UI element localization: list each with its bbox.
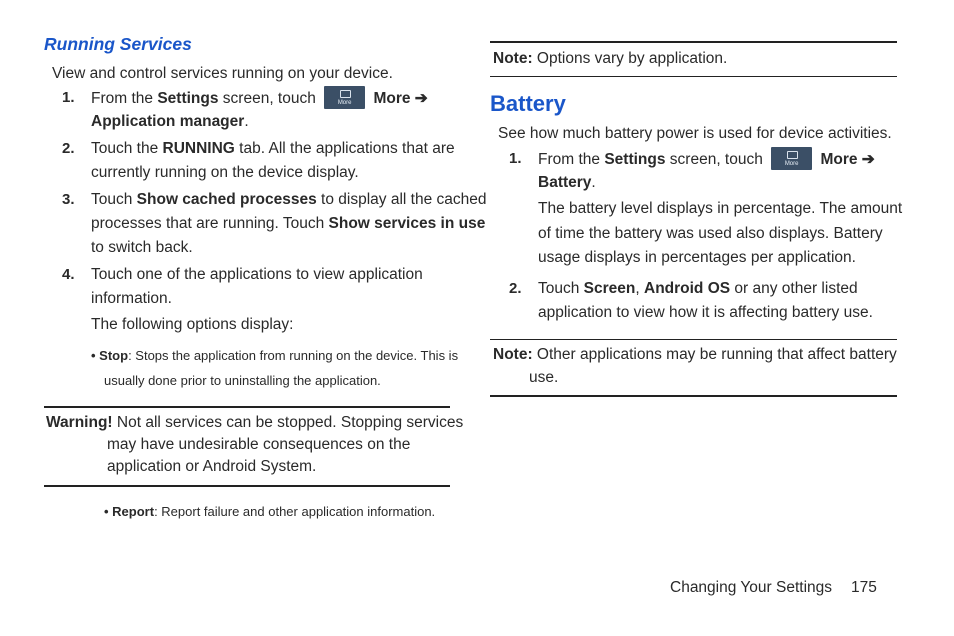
bullet: • [91,348,100,363]
footer-section-title: Changing Your Settings [670,579,833,596]
more-icon: More [771,147,812,170]
warning-line2: may have undesirable consequences on the [107,436,411,453]
settings-label: Settings [157,90,219,108]
step-3-line2: processes that are running. Touch Show services in use [91,215,486,232]
more-icon: More [324,86,365,109]
section-heading-battery: Battery [490,91,566,116]
note-label: Note: [493,346,533,363]
page-number: 175 [851,579,877,596]
battery-para-line3: usage displays in percentages per application. [538,249,856,266]
settings-label: Settings [604,151,666,169]
battery-para-line1: The battery level displays in percentage. The amount [538,200,903,217]
step-4: 4. Touch one of the applications to view application [62,266,423,283]
battery-step-1: 1. From the Settings screen, touch More More ➔ [509,147,522,171]
step-number: 1. [62,89,75,106]
battery-intro: See how much battery power is used for device activities. [498,125,892,142]
note-other-apps-line2: use. [529,369,559,386]
battery-para-line2: of time the battery was used also displays. Battery [538,225,883,242]
divider [490,395,897,397]
option-report: • Report: Report failure and other application information. [104,504,436,519]
step-text: screen, touch [218,90,321,108]
battery-step-1-line2: Battery. [538,174,596,191]
option-stop: • Stop: Stops the application from running on the device. This is [91,348,459,363]
stop-label: Stop [99,348,129,363]
divider [490,76,897,77]
step-3: 3. Touch Show cached processes to display all the cached [62,191,487,208]
step-1-line2: Application manager. [91,113,249,130]
note-other-apps: Note: Other applications may be running that affect battery [493,346,897,363]
step-3-line3: to switch back. [91,239,193,256]
options-intro: The following options display: [91,316,294,333]
divider [44,406,450,408]
step-4-line2: information. [91,290,172,307]
option-stop-line2: usually done prior to uninstalling the application. [104,373,381,388]
warning-label: Warning! [46,414,113,431]
warning-box: Warning! Not all services can be stopped. Stopping services [46,414,464,431]
step-text: From the [91,90,158,108]
battery-step-2: 2. Touch Screen, Android OS or any other listed [509,280,858,297]
divider [44,485,450,487]
warning-line3: application or Android System. [107,458,317,475]
more-label: More ➔ [373,90,428,108]
step-2-line2: currently running on the device display. [91,164,359,181]
step-2: 2. Touch the RUNNING tab. All the applications that are [62,140,455,157]
note-options: Note: Options vary by application. [493,50,728,67]
battery-step-2-line2: application to view how it is affecting battery use. [538,304,873,321]
section-heading-running-services: Running Services [44,34,192,54]
report-label: Report [112,504,155,519]
running-intro: View and control services running on your device. [52,65,393,82]
note-label: Note: [493,50,533,67]
more-label: More ➔ [820,151,875,169]
divider [490,339,897,340]
step-1 [62,86,462,110]
divider [490,41,897,43]
